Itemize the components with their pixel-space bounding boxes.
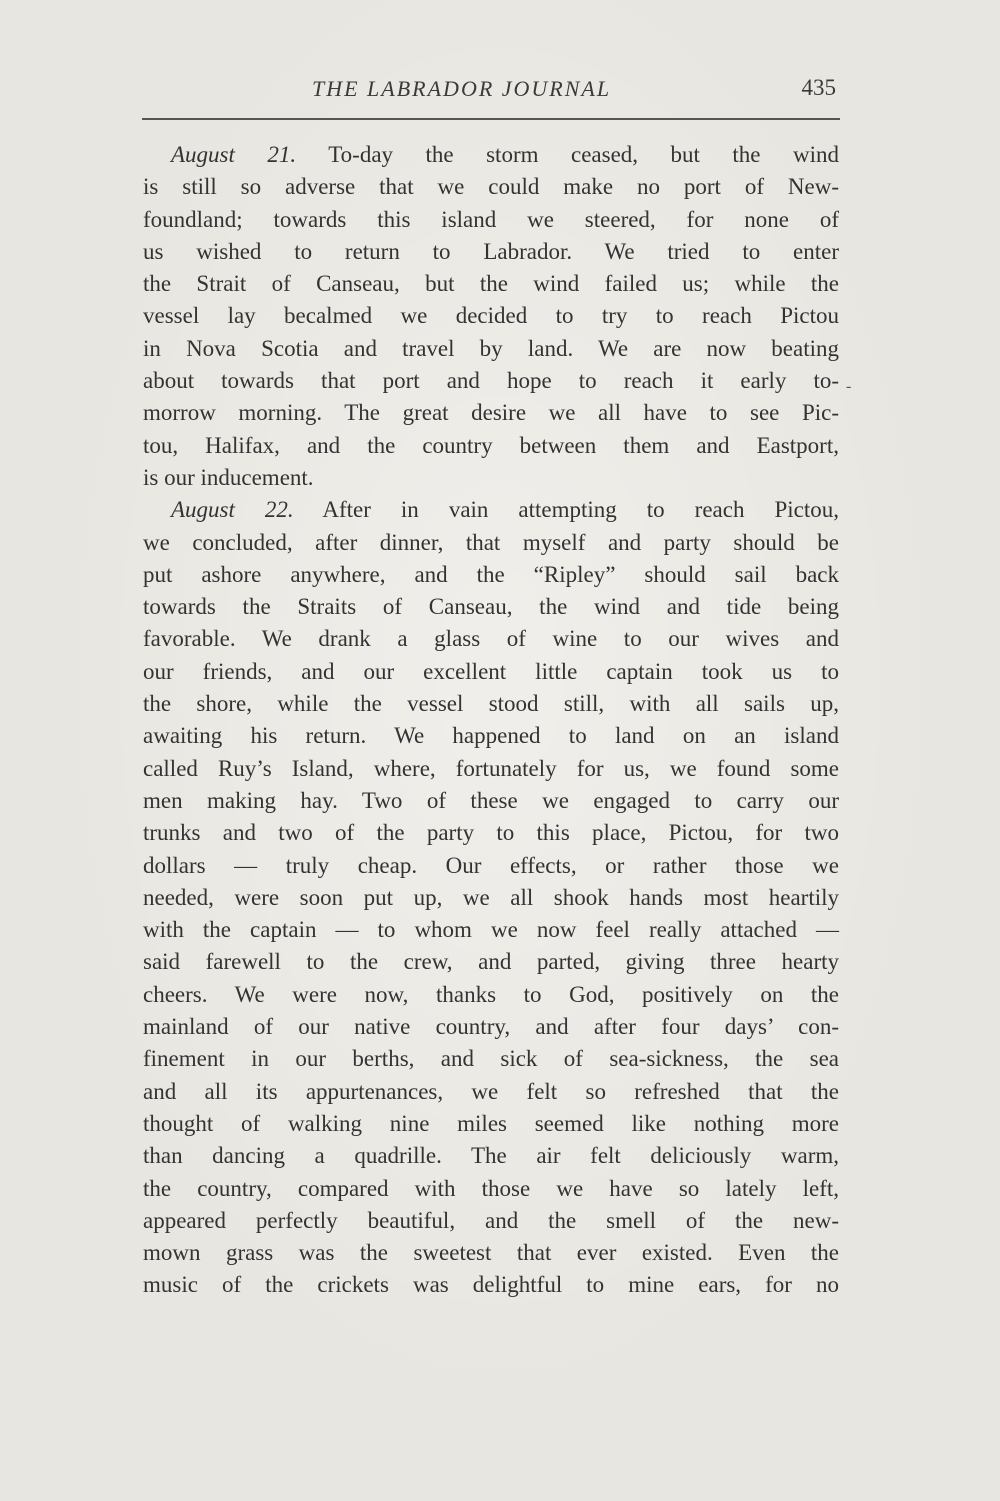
text-line: appeared perfectly beautiful, and the smell of the new- <box>143 1207 839 1233</box>
text-line: mown grass was the sweetest that ever existed. Even the <box>143 1240 839 1266</box>
header-rule <box>142 118 840 120</box>
text-line: trunks and two of the party to this place, Pictou, for two <box>143 820 839 846</box>
text-line: favorable. We drank a glass of wine to our wives and <box>143 626 839 652</box>
text-line: is still so adverse that we could make no port of New- <box>143 174 839 200</box>
text-line: finement in our berths, and sick of sea-sickness, the sea <box>143 1046 839 1072</box>
text-line: mainland of our native country, and after four days’ con- <box>143 1014 839 1040</box>
text-line: dollars — truly cheap. Our effects, or rather those we <box>143 852 839 878</box>
text-line: To-day the storm ceased, but the wind <box>296 142 839 167</box>
text-line: awaiting his return. We happened to land on an island <box>143 723 839 749</box>
text-line: said farewell to the crew, and parted, giving three hearty <box>143 949 839 975</box>
text-line: cheers. We were now, thanks to God, positively on the <box>143 981 839 1007</box>
margin-mark: - <box>846 378 852 395</box>
text-line: in Nova Scotia and travel by land. We are now beating <box>143 335 839 361</box>
text-line: put ashore anywhere, and the “Ripley” should sail back <box>143 561 839 587</box>
text-line: about towards that port and hope to reach it early to- <box>143 368 839 394</box>
text-line: with the captain — to whom we now feel really attached — <box>143 917 839 943</box>
text-line: After in vain attempting to reach Pictou, <box>293 497 840 523</box>
page-number: 435 <box>801 75 836 100</box>
text-line: we concluded, after dinner, that myself and party should be <box>143 529 839 555</box>
text-line: called Ruy’s Island, where, fortunately for us, we found some <box>143 755 839 781</box>
body-text <box>143 139 839 1302</box>
paragraph-first-line <box>143 494 839 526</box>
entry-date: August 21. <box>171 142 297 167</box>
text-line: thought of walking nine miles seemed like nothing more <box>143 1110 839 1136</box>
text-line: vessel lay becalmed we decided to try to reach Pictou <box>143 303 839 329</box>
text-line: music of the crickets was delightful to mine ears, for no <box>143 1272 839 1298</box>
text-line: the shore, while the vessel stood still, with all sails up, <box>143 691 839 717</box>
text-line: men making hay. Two of these we engaged to carry our <box>143 787 839 813</box>
text-line: needed, were soon put up, we all shook hands most heartily <box>143 884 839 910</box>
running-title: THE LABRADOR JOURNAL <box>312 76 612 101</box>
text-line: tou, Halifax, and the country between them and Eastport, <box>143 432 839 458</box>
paragraph-first-line <box>143 139 839 171</box>
text-line: foundland; towards this island we steered, for none of <box>143 206 839 232</box>
text-line: morrow morning. The great desire we all have to see Pic- <box>143 400 839 426</box>
text-line: than dancing a quadrille. The air felt deliciously warm, <box>143 1143 839 1169</box>
entry-date: August 22. <box>171 497 294 523</box>
text-line: is our inducement. <box>143 464 314 490</box>
text-line: the Strait of Canseau, but the wind failed us; while the <box>143 271 839 297</box>
text-line: the country, compared with those we have so lately left, <box>143 1175 839 1201</box>
text-line: and all its appurtenances, we felt so refreshed that the <box>143 1078 839 1104</box>
running-head <box>142 72 838 112</box>
text-line: towards the Straits of Canseau, the wind and tide being <box>143 594 839 620</box>
text-line: us wished to return to Labrador. We tried to enter <box>143 238 839 264</box>
text-line: our friends, and our excellent little captain took us to <box>143 658 839 684</box>
